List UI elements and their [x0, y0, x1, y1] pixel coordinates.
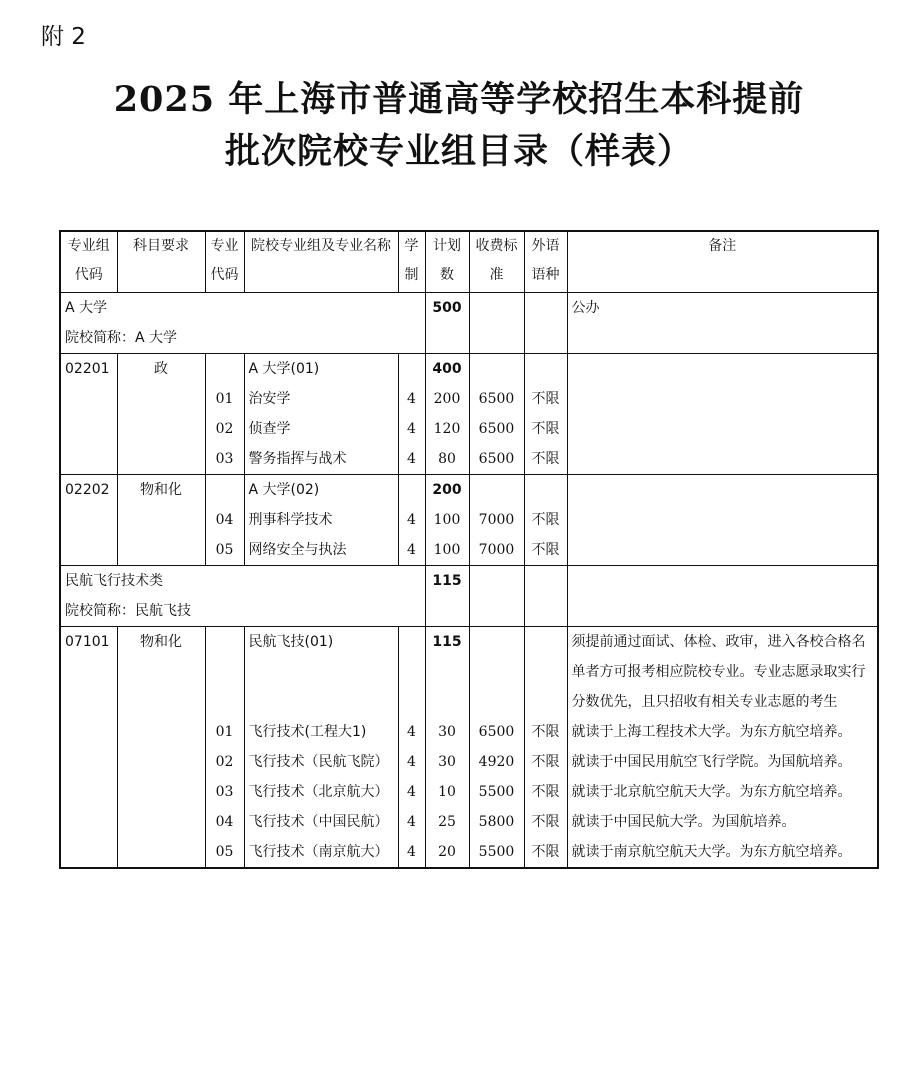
empty-cell	[469, 596, 524, 627]
major-lang: 不限	[524, 807, 567, 837]
major-years: 4	[398, 747, 425, 777]
school-lang-cell	[524, 566, 567, 597]
major-subject-cell	[117, 777, 205, 807]
major-remark: 就读于上海工程技术大学。为东方航空培养。	[567, 717, 878, 747]
major-row	[60, 837, 878, 868]
major-fee: 7000	[469, 535, 524, 566]
major-code: 02	[205, 414, 244, 444]
major-code: 01	[205, 384, 244, 414]
group-plan: 200	[425, 475, 469, 506]
empty-cell	[524, 596, 567, 627]
group-subject: 物和化	[117, 475, 205, 506]
major-row	[60, 747, 878, 777]
major-group-cell	[60, 535, 117, 566]
school-name: A 大学	[60, 293, 425, 324]
major-name: 飞行技术（北京航大）	[244, 777, 398, 807]
major-lang: 不限	[524, 837, 567, 868]
group-name: A 大学(02)	[244, 475, 398, 506]
major-name: 飞行技术（中国民航）	[244, 807, 398, 837]
major-fee: 6500	[469, 384, 524, 414]
major-subject-cell	[117, 837, 205, 868]
major-group-cell	[60, 384, 117, 414]
empty-cell	[425, 596, 469, 627]
major-lang: 不限	[524, 444, 567, 475]
major-lang: 不限	[524, 777, 567, 807]
major-remark	[567, 384, 878, 414]
group-plan: 400	[425, 354, 469, 385]
group-lang-cell	[524, 475, 567, 506]
major-row	[60, 717, 878, 747]
group-plan: 115	[425, 627, 469, 718]
major-years: 4	[398, 414, 425, 444]
major-subject-cell	[117, 505, 205, 535]
major-fee: 4920	[469, 747, 524, 777]
major-plan: 200	[425, 384, 469, 414]
group-name: 民航飞技(01)	[244, 627, 398, 718]
major-subject-cell	[117, 717, 205, 747]
major-row	[60, 807, 878, 837]
empty-cell	[469, 323, 524, 354]
major-plan: 20	[425, 837, 469, 868]
school-lang-cell	[524, 293, 567, 324]
major-row	[60, 384, 878, 414]
group-major-code-cell	[205, 627, 244, 718]
major-remark	[567, 444, 878, 475]
group-major-code-cell	[205, 475, 244, 506]
major-group-cell	[60, 505, 117, 535]
school-short-name: 院校简称：A 大学	[60, 323, 425, 354]
major-row	[60, 777, 878, 807]
empty-cell	[567, 323, 878, 354]
major-years: 4	[398, 444, 425, 475]
school-plan: 115	[425, 566, 469, 597]
major-code: 05	[205, 837, 244, 868]
empty-cell	[425, 323, 469, 354]
header-fee: 收费标准	[469, 231, 524, 293]
major-group-cell	[60, 444, 117, 475]
major-remark	[567, 505, 878, 535]
major-fee: 5500	[469, 837, 524, 868]
major-plan: 80	[425, 444, 469, 475]
major-subject-cell	[117, 444, 205, 475]
major-plan: 25	[425, 807, 469, 837]
major-remark: 就读于北京航空航天大学。为东方航空培养。	[567, 777, 878, 807]
major-row	[60, 535, 878, 566]
major-lang: 不限	[524, 535, 567, 566]
group-fee-cell	[469, 627, 524, 718]
major-group-cell	[60, 777, 117, 807]
group-code: 02201	[60, 354, 117, 385]
major-code: 03	[205, 777, 244, 807]
group-years-cell	[398, 475, 425, 506]
group-major-code-cell	[205, 354, 244, 385]
major-code: 04	[205, 505, 244, 535]
major-years: 4	[398, 535, 425, 566]
major-fee: 5500	[469, 777, 524, 807]
major-years: 4	[398, 717, 425, 747]
major-code: 03	[205, 444, 244, 475]
major-lang: 不限	[524, 505, 567, 535]
major-row	[60, 444, 878, 475]
school-fee-cell	[469, 566, 524, 597]
major-row	[60, 414, 878, 444]
major-group-cell	[60, 414, 117, 444]
group-row	[60, 627, 878, 718]
major-name: 飞行技术(工程大1)	[244, 717, 398, 747]
group-remark	[567, 354, 878, 385]
major-fee: 6500	[469, 717, 524, 747]
school-row	[60, 293, 878, 324]
major-subject-cell	[117, 747, 205, 777]
major-name: 侦查学	[244, 414, 398, 444]
school-remark: 公办	[567, 293, 878, 324]
group-years-cell	[398, 627, 425, 718]
group-code: 07101	[60, 627, 117, 718]
group-fee-cell	[469, 475, 524, 506]
major-group-cell	[60, 747, 117, 777]
major-remark: 就读于中国民用航空飞行学院。为国航培养。	[567, 747, 878, 777]
major-name: 警务指挥与战术	[244, 444, 398, 475]
school-short-row	[60, 323, 878, 354]
major-plan: 100	[425, 505, 469, 535]
major-plan: 30	[425, 747, 469, 777]
table-body	[60, 293, 878, 869]
header-years: 学制	[398, 231, 425, 293]
major-name: 飞行技术（南京航大）	[244, 837, 398, 868]
header-lang: 外语语种	[524, 231, 567, 293]
major-subject-cell	[117, 414, 205, 444]
school-short-row	[60, 596, 878, 627]
major-subject-cell	[117, 807, 205, 837]
header-subject-req: 科目要求	[117, 231, 205, 293]
group-name: A 大学(01)	[244, 354, 398, 385]
major-subject-cell	[117, 535, 205, 566]
major-group-cell	[60, 717, 117, 747]
major-subject-cell	[117, 384, 205, 414]
header-group-code: 专业组代码	[60, 231, 117, 293]
major-fee: 7000	[469, 505, 524, 535]
major-lang: 不限	[524, 717, 567, 747]
major-lang: 不限	[524, 747, 567, 777]
group-fee-cell	[469, 354, 524, 385]
major-plan: 10	[425, 777, 469, 807]
school-remark	[567, 566, 878, 597]
major-lang: 不限	[524, 384, 567, 414]
major-plan: 30	[425, 717, 469, 747]
major-years: 4	[398, 837, 425, 868]
attachment-label: 附 2	[41, 24, 86, 50]
group-lang-cell	[524, 627, 567, 718]
header-name: 院校专业组及专业名称	[244, 231, 398, 293]
major-code: 05	[205, 535, 244, 566]
major-code: 01	[205, 717, 244, 747]
major-years: 4	[398, 384, 425, 414]
group-lang-cell	[524, 354, 567, 385]
school-row	[60, 566, 878, 597]
table-header-row	[60, 231, 878, 293]
major-row	[60, 505, 878, 535]
major-fee: 6500	[469, 414, 524, 444]
group-subject: 物和化	[117, 627, 205, 718]
major-name: 刑事科学技术	[244, 505, 398, 535]
group-years-cell	[398, 354, 425, 385]
major-code: 02	[205, 747, 244, 777]
major-years: 4	[398, 777, 425, 807]
header-remark: 备注	[567, 231, 878, 293]
major-lang: 不限	[524, 414, 567, 444]
group-subject: 政	[117, 354, 205, 385]
major-plan: 120	[425, 414, 469, 444]
page-title-line2: 批次院校专业组目录（样表）	[224, 131, 693, 172]
major-plan: 100	[425, 535, 469, 566]
major-remark	[567, 535, 878, 566]
school-fee-cell	[469, 293, 524, 324]
major-group-cell	[60, 837, 117, 868]
major-years: 4	[398, 505, 425, 535]
page-title-line1: 2025 年上海市普通高等学校招生本科提前	[113, 79, 805, 120]
school-short-name: 院校简称：民航飞技	[60, 596, 425, 627]
major-name: 网络安全与执法	[244, 535, 398, 566]
major-fee: 6500	[469, 444, 524, 475]
group-remark	[567, 475, 878, 506]
group-row	[60, 354, 878, 385]
empty-cell	[524, 323, 567, 354]
major-name: 飞行技术（民航飞院）	[244, 747, 398, 777]
major-name: 治安学	[244, 384, 398, 414]
major-group-cell	[60, 807, 117, 837]
header-major-code: 专业代码	[205, 231, 244, 293]
header-plan: 计划数	[425, 231, 469, 293]
major-code: 04	[205, 807, 244, 837]
group-code: 02202	[60, 475, 117, 506]
group-remark: 须提前通过面试、体检、政审，进入各校合格名单者方可报考相应院校专业。专业志愿录取实行分数优先，且只招收有相关专业志愿的考生	[567, 627, 878, 718]
major-years: 4	[398, 807, 425, 837]
school-plan: 500	[425, 293, 469, 324]
catalog-table	[59, 230, 879, 869]
major-remark: 就读于南京航空航天大学。为东方航空培养。	[567, 837, 878, 868]
major-remark	[567, 414, 878, 444]
empty-cell	[567, 596, 878, 627]
group-row	[60, 475, 878, 506]
school-name: 民航飞行技术类	[60, 566, 425, 597]
major-fee: 5800	[469, 807, 524, 837]
major-remark: 就读于中国民航大学。为国航培养。	[567, 807, 878, 837]
